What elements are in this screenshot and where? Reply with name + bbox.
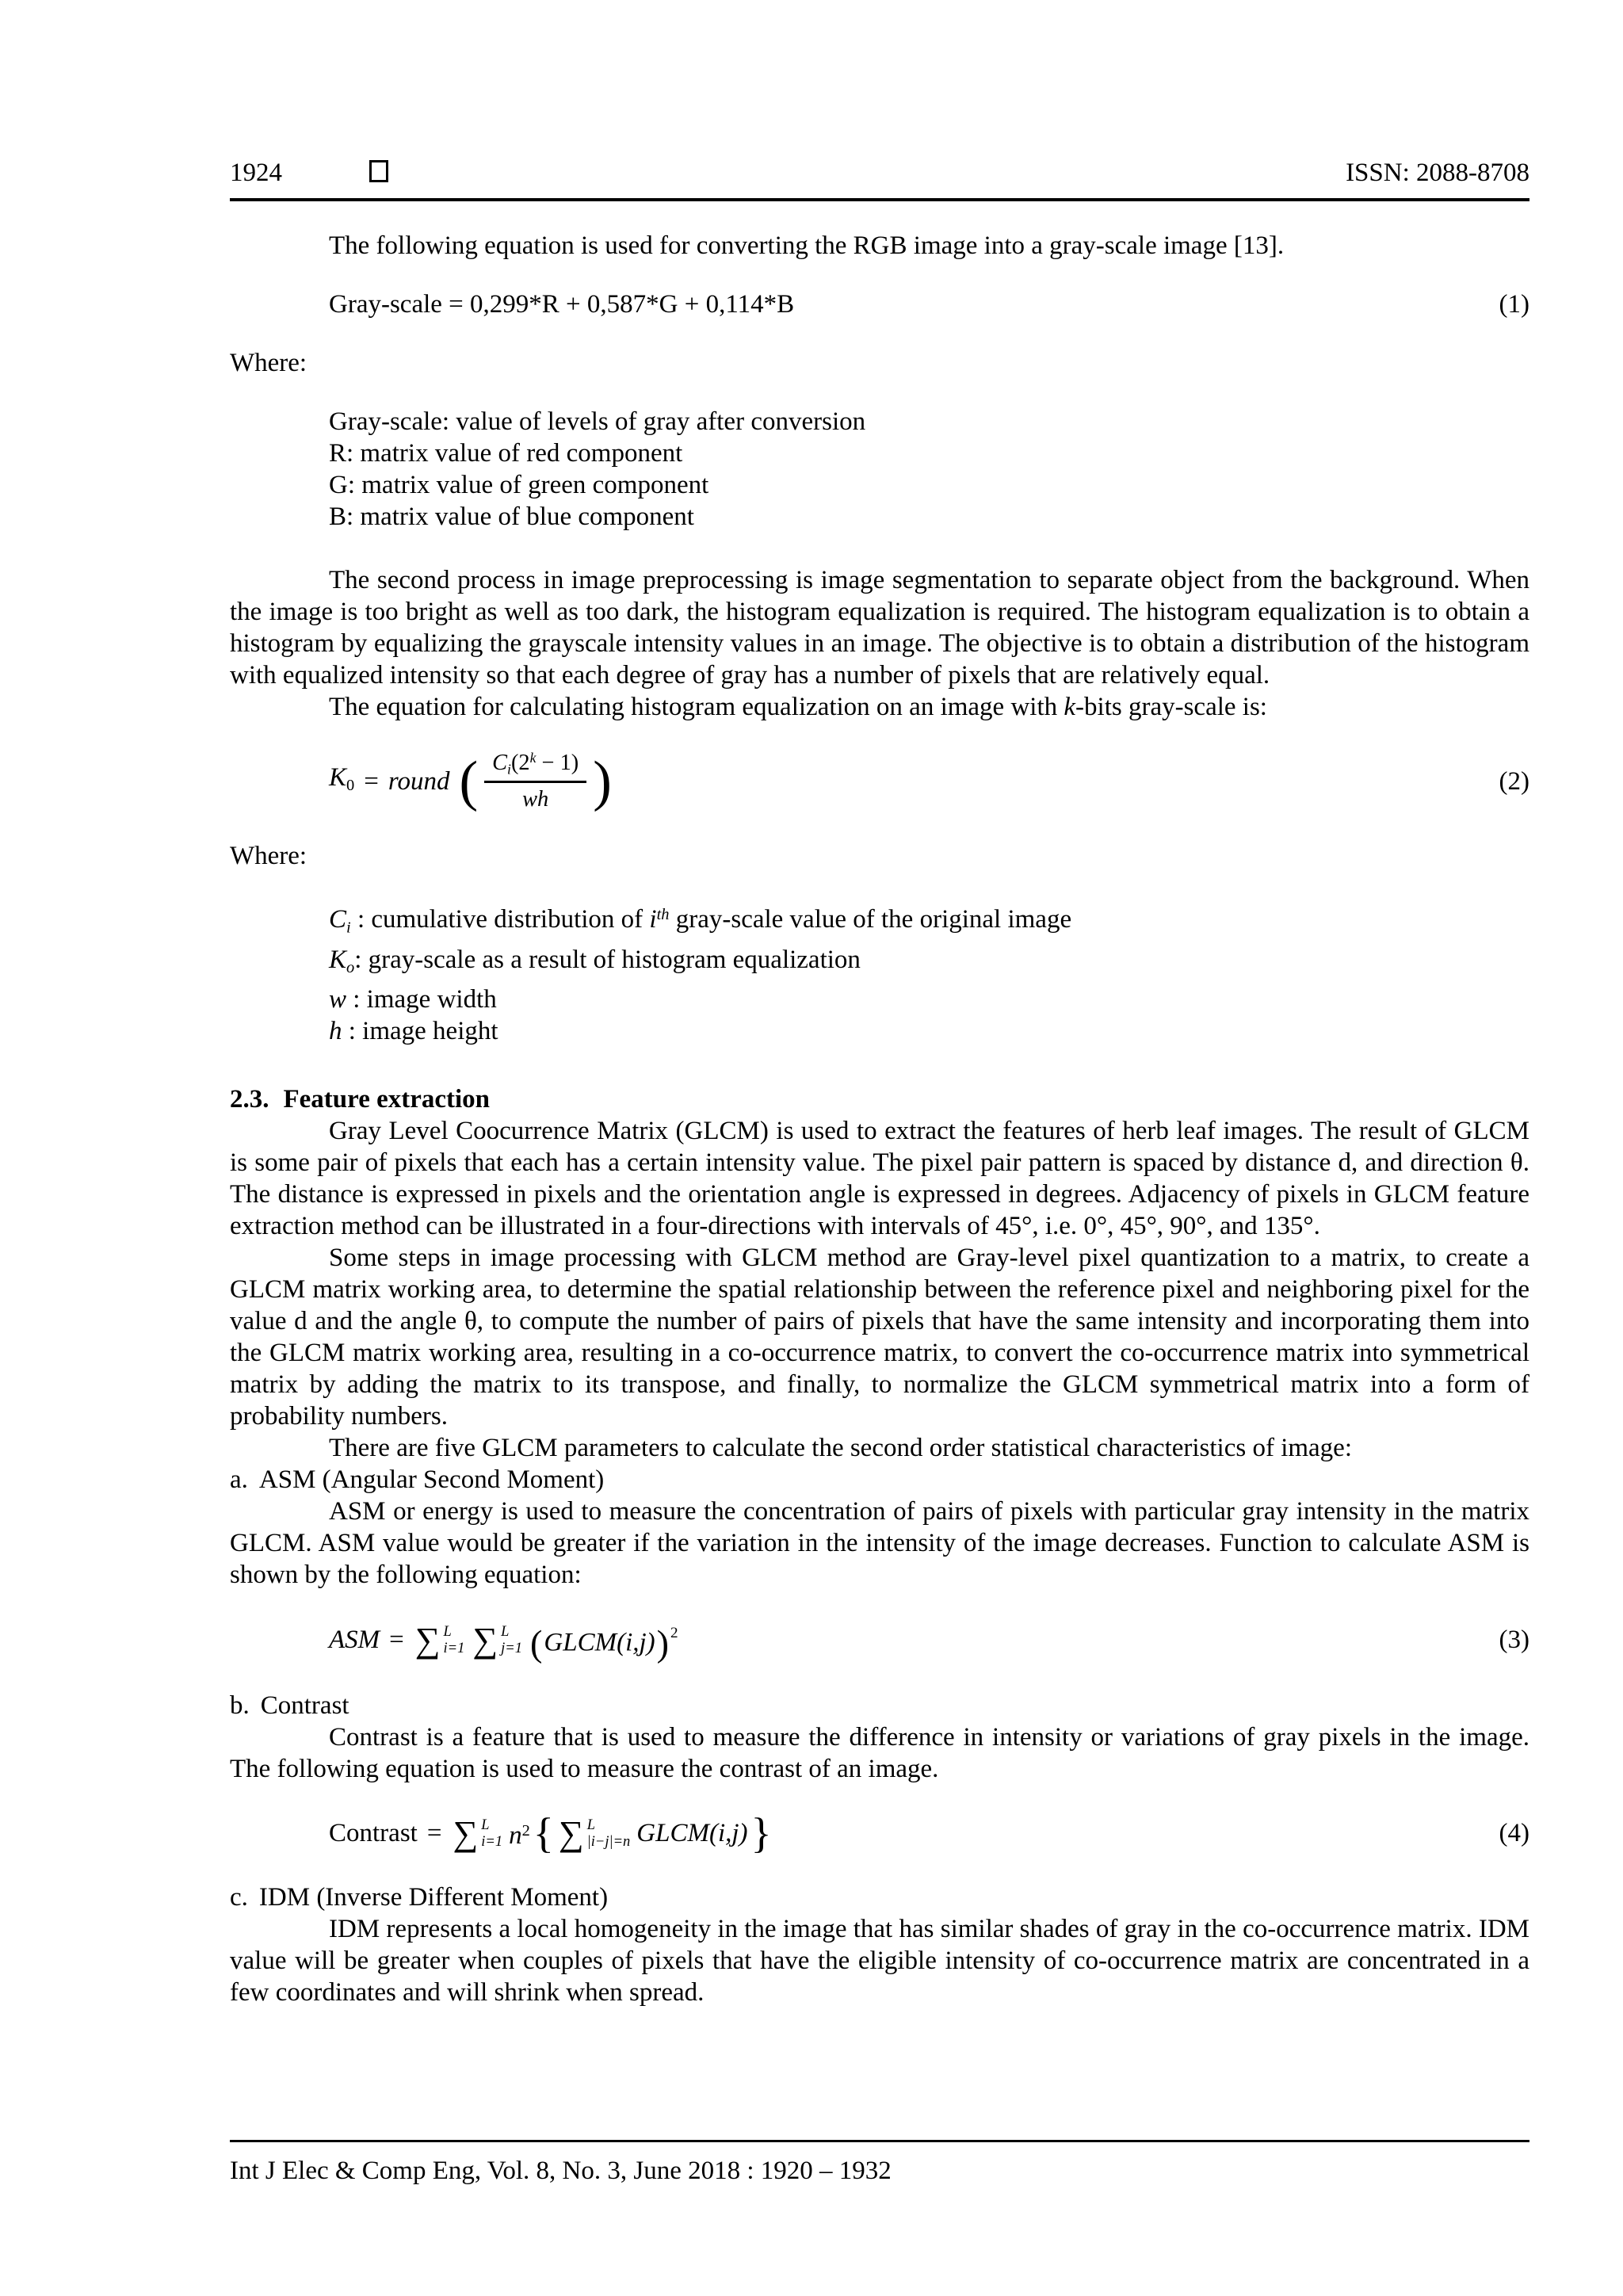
eq4-sum-ij-limits (587, 1817, 631, 1851)
eq2-k-exponent: k (529, 750, 537, 766)
eq4-open-brace: { (533, 1808, 554, 1857)
eq2-numerator-mid: (2 (510, 751, 530, 775)
eq4-sum-i-upper: L (481, 1816, 490, 1832)
eq2-fraction (484, 750, 586, 813)
definition-grayscale: Gray-scale: value of levels of gray after conversion (329, 407, 866, 436)
eq2-round-function: round (388, 767, 450, 797)
segmentation-paragraph: The second process in image preprocessing is image segmentation to separate object from the background. When the image is too bright as well as too dark, the histogram equalization is required. The histogram equalization is to obtain a histogram by equalizing the grayscale intensity values in an image. The objective is to obtain a distribution of the histogram with equalized intensity so that each degree of gray has a number of pixels that are relatively equal. (230, 566, 1529, 690)
eq3-body (529, 1618, 678, 1663)
glcm-paragraph-1: Gray Level Coocurrence Matrix (GLCM) is used to extract the features of herb leaf images. The result of GLCM is some pair of pixels that each has a certain intensity value. The pixel pair pattern is spaced by distance d, and direction θ. The distance is expressed in pixels and the orientation angle is expressed in degrees. Adjacency of pixels in GLCM feature extraction method can be illustrated in a four-directions with intervals of 45°, i.e. 0°, 45°, 90°, and 135°. (230, 1116, 1529, 1240)
sigma-icon: ∑ (453, 1813, 479, 1853)
equation-1 (230, 288, 1529, 320)
ci-i-symbol: i (649, 905, 657, 934)
eq4-sum-i (453, 1813, 503, 1853)
eq4-equals-sign: = (426, 1818, 442, 1847)
section-heading (230, 1083, 1529, 1115)
glcm-parameters-intro: There are five GLCM parameters to calculate the second order statistical characteristics of image: (329, 1433, 1352, 1462)
eq2-lhs (329, 762, 354, 801)
equation-4-expression (329, 1808, 775, 1857)
footer-journal-line: Int J Elec & Comp Eng, Vol. 8, No. 3, June 2018 : 1920 – 1932 (230, 2157, 892, 2185)
w-symbol: w (329, 984, 347, 1014)
section-number: 2.3. (230, 1084, 269, 1114)
eq3-exponent: 2 (670, 1624, 678, 1641)
eq3-sum-i (415, 1622, 465, 1658)
eq3-sum-j (472, 1622, 522, 1658)
sigma-icon: ∑ (414, 1620, 441, 1660)
issn-label: ISSN: 2088-8708 (1346, 159, 1529, 187)
item-b-heading (230, 1690, 1529, 1721)
item-b-title: Contrast (260, 1690, 349, 1720)
ci-th-superscript: th (656, 906, 670, 924)
eq3-sum-j-limits (501, 1623, 522, 1657)
header-left (230, 157, 388, 189)
eq4-close-brace: } (750, 1808, 772, 1857)
eq3-equals-sign: = (389, 1626, 404, 1655)
equation-3 (230, 1618, 1529, 1663)
equation-3-expression (329, 1618, 678, 1663)
eq3-glcm-term: GLCM(i,j) (544, 1628, 655, 1657)
histogram-equation-intro (230, 691, 1529, 723)
ko-text: : gray-scale as a result of histogram equalization (354, 945, 861, 974)
eq3-sum-j-lower: j=1 (501, 1640, 522, 1656)
sigma-icon: ∑ (558, 1813, 584, 1853)
eq3-sum-i-upper: L (443, 1623, 452, 1640)
eq2-definitions (329, 899, 1529, 1046)
footer-rule (230, 2140, 1529, 2142)
eq3-sum-j-upper: L (501, 1623, 510, 1640)
eq4-sum-ij-lower: |i−j|=n (586, 1832, 631, 1849)
definition-b: B: matrix value of blue component (329, 502, 694, 531)
eq2-c-subscript: i (507, 761, 511, 777)
ko-symbol: K (329, 945, 347, 974)
equation-1-expression: Gray-scale = 0,299*R + 0,587*G + 0,114*B (329, 290, 795, 319)
definition-w (329, 984, 1529, 1015)
equation-4 (230, 1808, 1529, 1857)
item-a-marker: a. (230, 1465, 248, 1494)
ci-text-2: gray-scale value of the original image (669, 905, 1072, 934)
page-footer (230, 2140, 1529, 2187)
equation-3-number: (3) (1499, 1626, 1529, 1655)
eq3-open-paren: ( (530, 1623, 543, 1664)
eq2-numerator-tail: − 1) (536, 751, 579, 775)
eq3-close-paren: ) (656, 1623, 670, 1664)
idm-paragraph: IDM represents a local homogeneity in the image that has similar shades of gray in the co-occurrence matrix. IDM value will be greater when couples of pixels that have the eligible intensity of co-occurrence matrix are concentrated in a few coordinates and will shrink when spread. (230, 1915, 1529, 2008)
page-number: 1924 (230, 159, 282, 187)
item-c-title: IDM (Inverse Different Moment) (258, 1883, 609, 1912)
equation-2 (230, 750, 1529, 813)
eq4-sum-i-lower: i=1 (481, 1832, 503, 1849)
item-a-heading (230, 1464, 1529, 1496)
eq2-close-paren: ) (593, 750, 612, 812)
eq2-equals-sign: = (364, 767, 379, 797)
eq3-sum-i-lower: i=1 (443, 1640, 465, 1656)
eq2-c-symbol: C (492, 751, 508, 775)
ci-subscript: i (346, 919, 351, 937)
sigma-icon: ∑ (472, 1620, 498, 1660)
h-text: : image height (342, 1016, 498, 1045)
ballot-box-icon (369, 160, 388, 182)
w-text: : image width (346, 984, 497, 1014)
eq4-sum-i-limits (481, 1817, 502, 1851)
item-b-marker: b. (230, 1690, 250, 1720)
eq2-k-symbol: K (329, 763, 347, 793)
eq4-n-symbol: n (509, 1821, 522, 1850)
definition-r: R: matrix value of red component (329, 439, 683, 468)
hist-intro-text-2: -bits gray-scale is: (1075, 693, 1267, 721)
hist-intro-text-1: The equation for calculating histogram equalization on an image with (329, 693, 1064, 721)
equation-4-number: (4) (1499, 1818, 1529, 1847)
definition-g: G: matrix value of green component (329, 471, 709, 499)
item-a-title: ASM (Angular Second Moment) (258, 1465, 605, 1494)
item-c-marker: c. (230, 1883, 248, 1912)
eq3-sum-i-limits (444, 1623, 465, 1657)
glcm-paragraph-2: Some steps in image processing with GLCM method are Gray-level pixel quantization to a matrix, to create a GLCM matrix working area, to determine the spatial relationship between the reference pixel and neighboring pixel for the value d and the angle θ, to compute the number of pairs of pixels that have the same intensity and incorporating them into the GLCM matrix working area, resulting in a co-occurrence matrix, to convert the co-occurrence matrix into symmetrical matrix by adding the matrix to its transpose, and finally, to normalize the GLCM symmetrical matrix into a form of probability numbers. (230, 1243, 1529, 1431)
header-rule (230, 198, 1529, 201)
intro-paragraph: The following equation is used for converting the RGB image into a gray-scale image [13]. (329, 231, 1285, 260)
equation-1-number: (1) (1499, 290, 1529, 319)
eq4-sum-ij-upper: L (586, 1816, 595, 1832)
eq2-k-subscript: 0 (346, 777, 355, 795)
page-header (230, 157, 1529, 189)
definition-ci (329, 899, 1529, 943)
definition-ko (329, 944, 1529, 984)
where-label-2: Where: (230, 842, 307, 871)
contrast-paragraph: Contrast is a feature that is used to measure the difference in intensity or variations of gray pixels in the image. The following equation is used to measure the contrast of an image. (230, 1722, 1529, 1783)
h-symbol: h (329, 1016, 342, 1045)
equation-2-number: (2) (1499, 767, 1529, 797)
ci-text-1: : cumulative distribution of (350, 905, 650, 934)
where-label-1: Where: (230, 349, 307, 377)
eq3-lhs: ASM (329, 1626, 380, 1655)
equation-2-expression (329, 750, 615, 813)
eq4-lhs: Contrast (329, 1818, 418, 1847)
eq4-n-exponent: 2 (521, 1821, 530, 1839)
eq2-numerator (484, 750, 586, 783)
section-title: Feature extraction (283, 1084, 491, 1114)
eq4-n-squared (509, 1815, 530, 1851)
definition-h (329, 1015, 1529, 1047)
item-c-heading (230, 1881, 1529, 1913)
eq2-denominator: wh (522, 787, 549, 812)
hist-intro-k-symbol: k (1064, 693, 1076, 721)
ci-symbol: C (329, 905, 347, 934)
eq4-glcm-term: GLCM(i,j) (636, 1818, 748, 1847)
ko-subscript: o (346, 958, 355, 976)
asm-paragraph: ASM or energy is used to measure the concentration of pairs of pixels with particular gray intensity in the matrix GLCM. ASM value would be greater if the variation in the intensity of the image decreases. Function to calculate ASM is shown by the following equation: (230, 1496, 1529, 1589)
eq4-sum-ij (558, 1813, 631, 1853)
eq2-open-paren: ( (459, 750, 479, 812)
rgb-definitions (329, 406, 1529, 533)
